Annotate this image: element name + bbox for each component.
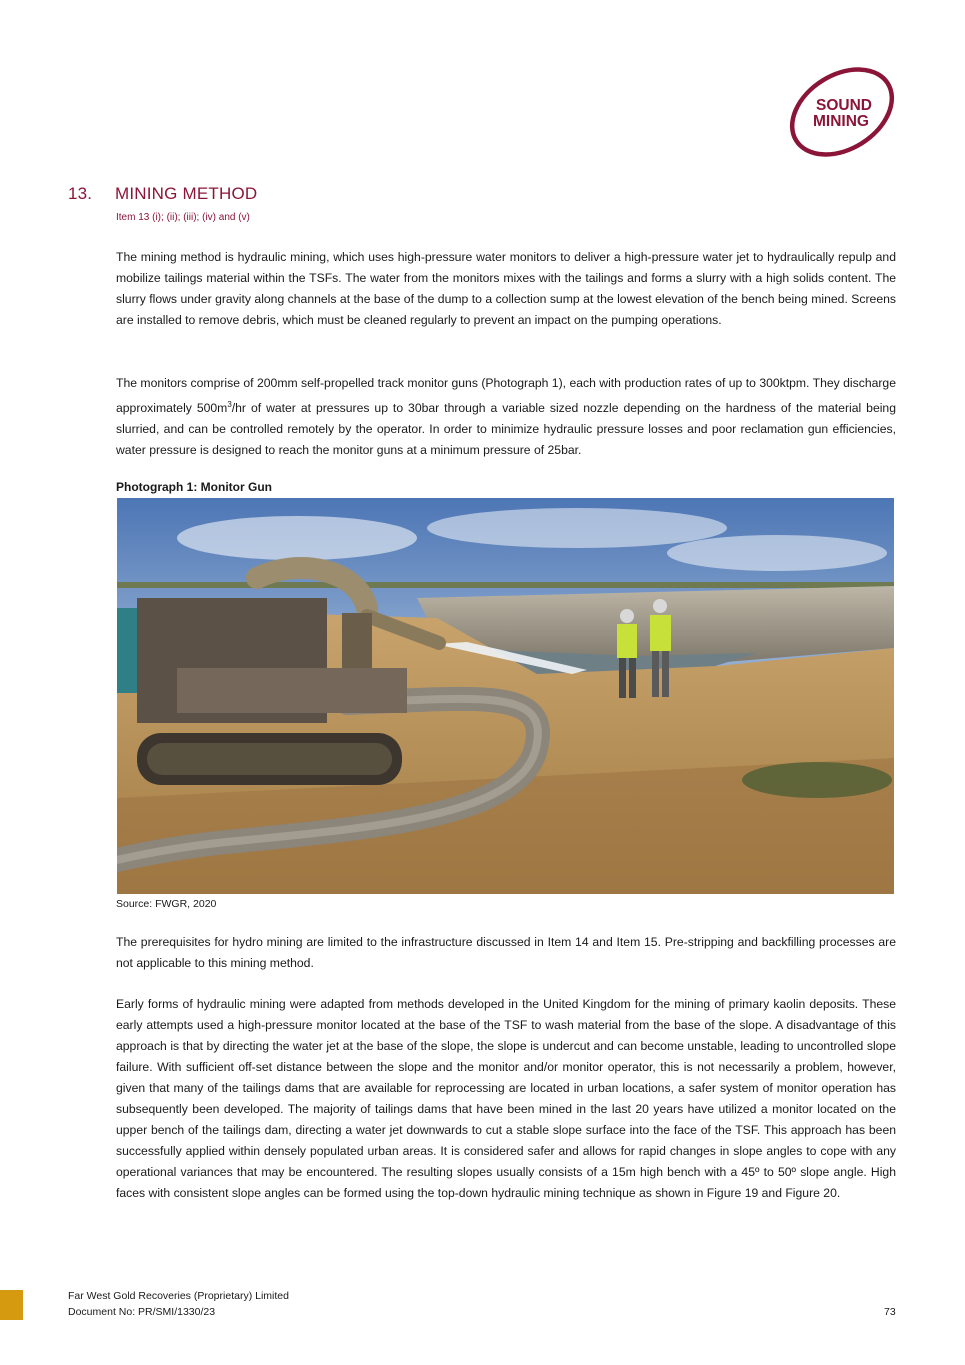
logo-text-mining: MINING — [813, 113, 869, 130]
paragraph-early-forms: Early forms of hydraulic mining were adapted from methods developed in the United Kingdom for the mining of primary kaolin deposits. These early attempts used a high-pressure monitor located at the base of the TSF to wash material from the base of the slope. A disadvantage of this approach is that by directing the water jet at the base of the slope, the slope is undercut and can become unstable, leading to uncontrolled slope failure. With sufficient off-set distance between the slope and the monitor and/or monitor operator, this is not necessarily a problem, however, given that many of the tailings dams that are available for reprocessing are located in urban locations, a safer system of monitor operation has subsequently been developed. The majority of tailings dams that have been mined in the last 20 years have utilized a monitor located on the upper bench of the tailings dam, directing a water jet downwards to cut a stable slope surface into the face of the TSF. This approach has been successfully applied within densely populated urban areas. It is considered safer and allows for rapid changes in slope angles to cope with any operational variances that may be encountered. The resulting slopes usually consists of a 15m high bench with a 45º to 50º slope angle. High faces with consistent slope angles can be formed using the top-down hydraulic mining technique as shown in Figure 19 and Figure 20. — [116, 997, 896, 1200]
page-number: 73 — [884, 1306, 896, 1318]
footer-company: Far West Gold Recoveries (Proprietary) Limited — [68, 1290, 289, 1302]
paragraph-hydraulic-mining: The mining method is hydraulic mining, which uses high-pressure water monitors to deliver a high-pressure water jet to hydraulically repulp and mobilize tailings material within the TSFs. The water from the monitors mixes with the tailings and forms a slurry with a high solids content. The slurry flows under gravity along channels at the base of the dump to a collection sump at the lowest elevation of the bench being mined. Screens are installed to remove debris, which must be cleaned regularly to prevent an impact on the pumping operations. — [116, 250, 896, 327]
paragraph-prerequisites: The prerequisites for hydro mining are limited to the infrastructure discussed in Item 14 and Item 15. Pre-stripping and backfilling processes are not applicable to this mining method. — [116, 935, 896, 970]
paragraph-monitors — [116, 373, 896, 461]
superscript-3: 3 — [227, 400, 232, 409]
monitor-gun-photograph — [117, 498, 894, 894]
footer-document-number: Document No: PR/SMI/1330/23 — [68, 1306, 216, 1318]
section-title: MINING METHOD — [115, 184, 258, 203]
item-reference: Item 13 (i); (ii); (iii); (iv) and (v) — [116, 212, 250, 223]
footer-accent-bar — [0, 1290, 23, 1320]
logo-text-sound: SOUND — [816, 97, 872, 114]
photograph-source: Source: FWGR, 2020 — [116, 898, 217, 910]
paragraph-monitors-part2: /hr of water at pressures up to 30bar through a variable sized nozzle depending on the hardness of the material being slurried, and can be controlled remotely by the operator. In order to minimize hydraulic pressure losses and poor reclamation gun efficiencies, water pressure is designed to reach the monitor guns at a minimum pressure of 25bar. — [116, 401, 896, 458]
paragraph-monitors-part1: The monitors comprise of 200mm self-propelled track monitor guns (Photograph 1), each with production rates of up to 300ktpm. They discharge approximately 500m — [116, 376, 896, 416]
photograph-caption: Photograph 1: Monitor Gun — [116, 480, 272, 494]
section-heading — [68, 184, 257, 204]
sound-mining-logo — [784, 66, 900, 158]
section-number: 13. — [68, 184, 93, 203]
